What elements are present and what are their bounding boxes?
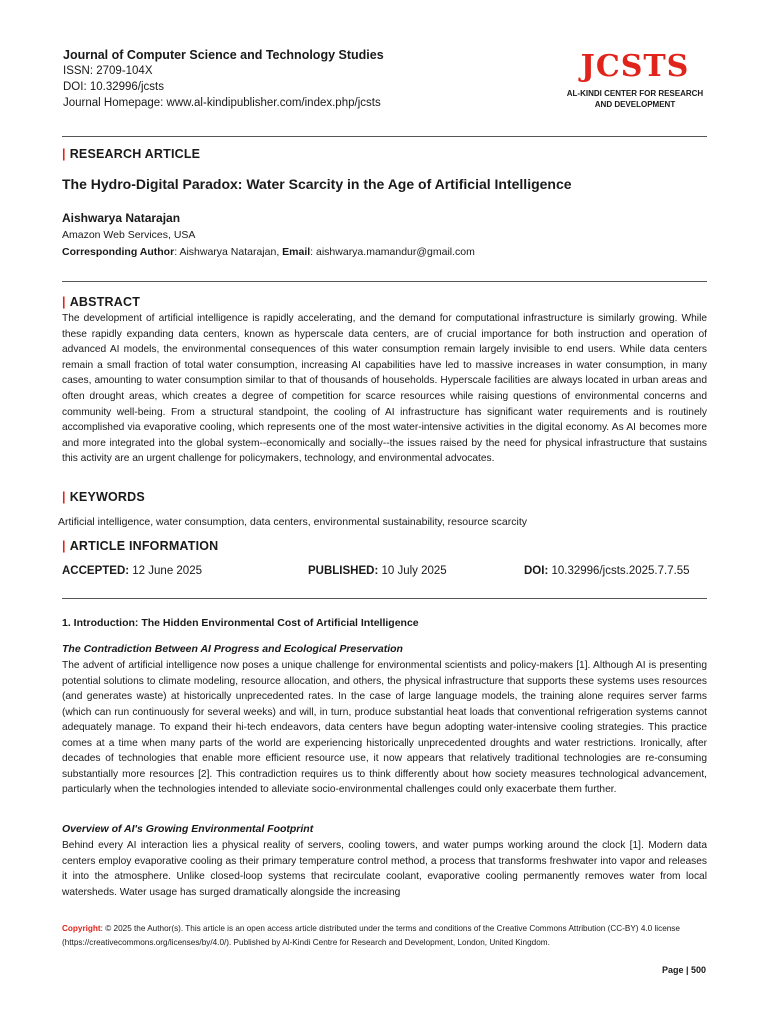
journal-name: Journal of Computer Science and Technology Studies	[63, 48, 384, 62]
article-title: The Hydro-Digital Paradox: Water Scarcity in the Age of Artificial Intelligence	[62, 176, 572, 192]
logo-mark: JCSTS	[580, 49, 690, 84]
logo-subtitle-line2: AND DEVELOPMENT	[594, 100, 676, 109]
copyright-notice: Copyright: © 2025 the Author(s). This article is an open access article distributed under the terms and conditions of the Creative Commons Attribution (CC-BY) 4.0 license (https://creativecommons.org/licenses/by/4.0/). Published by Al-Kindi Centre for Research and Development, London, United Kingdom.	[62, 924, 680, 947]
header-divider	[62, 136, 707, 137]
subsection-1-heading: The Contradiction Between AI Progress and Ecological Preservation	[62, 643, 403, 655]
subsection-2-heading: Overview of AI's Growing Environmental Footprint	[62, 823, 314, 835]
section-bar-icon: |	[62, 147, 66, 161]
author-email[interactable]: : aishwarya.mamandur@gmail.com	[310, 246, 475, 258]
abstract-divider	[62, 281, 707, 282]
journal-doi: DOI: 10.32996/jcsts	[63, 81, 164, 93]
corresponding-author: Corresponding Author: Aishwarya Natarajan, Email: aishwarya.mamandur@gmail.com	[62, 246, 475, 258]
section-bar-icon: |	[62, 295, 66, 309]
author-affiliation: Amazon Web Services, USA	[62, 229, 196, 241]
journal-homepage[interactable]: Journal Homepage: www.al-kindipublisher.com/index.php/jcsts	[63, 97, 381, 109]
published-date: PUBLISHED: 10 July 2025	[308, 565, 447, 577]
accepted-date: ACCEPTED: 12 June 2025	[62, 565, 202, 577]
journal-issn: ISSN: 2709-104X	[63, 65, 153, 77]
publisher-logo	[560, 50, 710, 110]
info-divider	[62, 598, 707, 599]
abstract-text: The development of artificial intelligence is rapidly accelerating, and the demand for computational infrastructure is similarly growing. While these rapidly expanding data centers, known as hyperscale data centers, are of crucial importance for both instruction and operation of advanced AI models, the environmental consequences of this water consumption remain largely invisible to end users. While data centers remain a small fraction of total water consumption, increasing AI capabilities have led to massive increases in water consumption, in many cases, amounting to water consumption similar to that of thousands of households. Hyperscale facilities are always located in urban areas and often drought areas, which creates a degree of competition for scarce resources while raising questions of environmental concerns and community well-being. From a structural standpoint, the cooling of AI infrastructure has significant water requirements and is routinely accomplished via evaporative cooling, which represents one of the most water-intensive activities in the digital economy. As AI becomes more and more integrated into the global system--economically and socially--the issues raised by the need for physical infrastructure that sustains this activity are an urgent challenge for policymakers, technology, and environmental advocates.	[62, 313, 707, 465]
keywords-heading: | KEYWORDS	[62, 490, 145, 504]
section-bar-icon: |	[62, 490, 66, 504]
article-info-heading: | ARTICLE INFORMATION	[62, 539, 219, 553]
article-doi: DOI: 10.32996/jcsts.2025.7.7.55	[524, 565, 690, 577]
section-bar-icon: |	[62, 539, 66, 553]
logo-subtitle-line1: AL-KINDI CENTER FOR RESEARCH	[566, 89, 704, 98]
subsection-2-text: Behind every AI interaction lies a physical reality of servers, cooling towers, and water pumps working around the clock [1]. Modern data centers employ evaporative cooling as their primary temperature control method, a process that transforms freshwater into vapor and releases it into the atmosphere. Unlike closed-loop systems that recirculate coolant, evaporative cooling permanently removes water from local watersheds. Water usage has surged dramatically alongside the increasing	[62, 840, 707, 898]
section-1-heading: 1. Introduction: The Hidden Environmental Cost of Artificial Intelligence	[62, 617, 419, 629]
copyright-label: Copyright	[62, 924, 101, 933]
author-name: Aishwarya Natarajan	[62, 211, 181, 225]
page-number: Page | 500	[661, 965, 706, 975]
abstract-heading: | ABSTRACT	[62, 295, 141, 309]
journal-header	[63, 47, 483, 111]
keywords-text: Artificial intelligence, water consumption, data centers, environmental sustainability, resource scarcity	[58, 516, 528, 528]
subsection-1-text: The advent of artificial intelligence now poses a unique challenge for environmental scientists and policy-makers [1]. Although AI is presenting potential solutions to climate modeling, resource allocation, and others, the physical infrastructure that supports these systems uses resources (and generates waste) at historically unprecedented rates. In the case of large language models, the training alone requires server farms (which can run continuously for several weeks) and will, in turn, produce substantial heat loads that conventional refrigeration systems cannot adequately manage. To expand their hi-tech endeavors, data centers have begun adopting water-intensive cooling strategies. This practice comes at a time when many parts of the world are experiencing historically unprecedented droughts and water restrictions. Ironically, after decades of technologies that enable more efficient resource use, it now appears that relatively traditional technologies are re-consuming substantially more resources [2]. This contradiction requires us to think differently about how society measures technological advancement, particularly when the technologies intended to alleviate socio-environmental challenges could only exacerbate them further.	[62, 660, 707, 795]
article-type-heading: | RESEARCH ARTICLE	[62, 147, 201, 161]
